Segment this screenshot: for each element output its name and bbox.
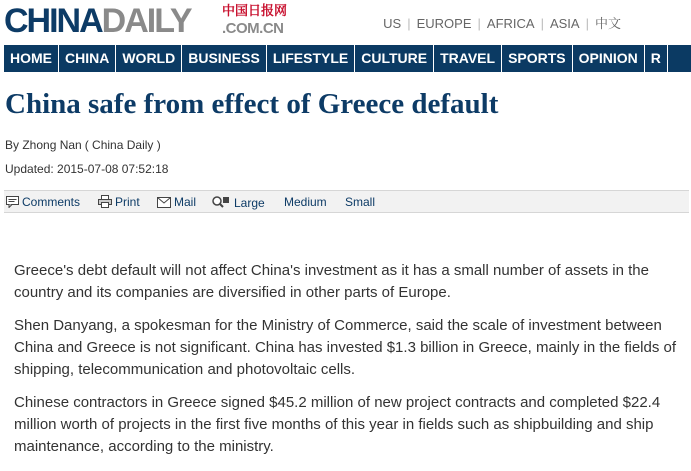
- comments-label: Comments: [22, 195, 81, 209]
- edition-links: [383, 13, 621, 32]
- article-body: [14, 260, 686, 469]
- article-paragraph: Chinese contractors in Greece signed $45.2 million of new project contracts and completed $22.4 million worth of projects in the first five months of this year in fields such as shipbuilding and ship maintenance, according to the ministry.: [14, 394, 661, 455]
- font-large-label: Large: [234, 196, 265, 210]
- nav-china[interactable]: CHINA: [59, 45, 116, 72]
- font-small-button[interactable]: [345, 195, 375, 210]
- article-source: ( China Daily ): [84, 138, 161, 152]
- nav-travel[interactable]: TRAVEL: [434, 45, 502, 72]
- edition-divider: |: [407, 16, 411, 31]
- logo-wordmark: [4, 2, 191, 40]
- print-button[interactable]: [98, 195, 140, 210]
- author-name: By Zhong Nan: [5, 138, 82, 152]
- nav-home[interactable]: HOME: [4, 45, 59, 72]
- mail-icon: [157, 197, 171, 208]
- edition-asia-link[interactable]: ASIA: [549, 16, 580, 31]
- article-paragraph: Greece's debt default will not affect China's investment as it has a small number of assets in the country and its companies are diversified in other parts of Europe.: [14, 262, 649, 301]
- edition-divider: |: [540, 16, 544, 31]
- edition-divider: |: [585, 16, 589, 31]
- print-label: Print: [115, 195, 140, 209]
- updated-timestamp: Updated: 2015-07-08 07:52:18: [5, 162, 169, 176]
- font-small-label: Small: [345, 195, 376, 209]
- logo-daily-text: DAILY: [101, 2, 191, 40]
- article-title: China safe from effect of Greece default: [5, 88, 499, 120]
- byline: [5, 138, 161, 152]
- nav-culture[interactable]: CULTURE: [355, 45, 434, 72]
- printer-icon: [98, 195, 112, 208]
- nav-truncated-item[interactable]: R: [645, 45, 668, 72]
- font-medium-label: Medium: [284, 195, 327, 209]
- article-paragraph: Shen Danyang, a spokesman for the Ministry of Commerce, said the scale of investment between China and Greece is not significant. China has invested $1.3 billion in Greece, mainly in the fields of shipping, telecommunication and photovoltaic cells.: [14, 317, 677, 378]
- edition-divider: |: [477, 16, 481, 31]
- site-header: [0, 0, 691, 44]
- edition-europe-link[interactable]: EUROPE: [416, 16, 472, 31]
- mail-label: Mail: [174, 195, 197, 209]
- article-toolbar: [4, 190, 689, 213]
- font-large-button[interactable]: [211, 195, 265, 210]
- nav-lifestyle[interactable]: LIFESTYLE: [267, 45, 355, 72]
- logo-domain-text: .COM.CN: [222, 20, 284, 37]
- mail-button[interactable]: [157, 195, 196, 210]
- nav-world[interactable]: WORLD: [116, 45, 182, 72]
- main-nav: [4, 45, 691, 72]
- logo-china-text: CHINA: [4, 2, 102, 40]
- nav-opinion[interactable]: OPINION: [573, 45, 645, 72]
- edition-us-link[interactable]: US: [383, 16, 402, 31]
- font-medium-button[interactable]: [284, 195, 327, 210]
- comments-button[interactable]: [6, 195, 80, 210]
- edition-africa-link[interactable]: AFRICA: [486, 16, 535, 31]
- edition-chinese-link[interactable]: 中文: [594, 16, 621, 31]
- nav-business[interactable]: BUSINESS: [182, 45, 267, 72]
- nav-sports[interactable]: SPORTS: [502, 45, 573, 72]
- magnifier-icon: [211, 195, 231, 209]
- comment-icon: [6, 196, 19, 208]
- logo-chinese-text: 中国日报网: [222, 4, 288, 19]
